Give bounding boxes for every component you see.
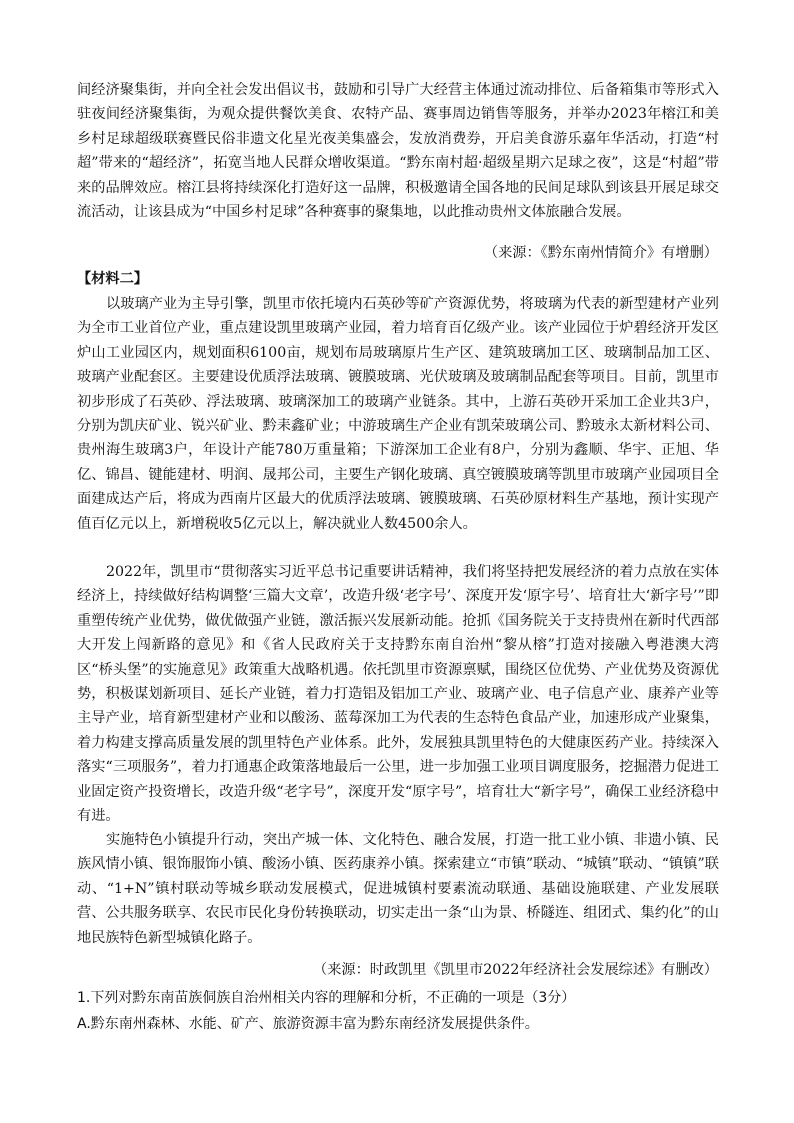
- material-two-source: （来源：时政凯里《凯里市2022年经济社会发展综述》有删改）: [313, 962, 718, 978]
- material-two-heading: 【材料二】: [77, 271, 148, 287]
- material-one-paragraph: 间经济聚集街，并向全社会发出倡议书，鼓励和引导广大经营主体通过流动排位、后备箱集市等形式入驻夜间经济聚集街，为观众提供餐饮美食、农特产品、赛事周边销售等服务，并举办2023年榕江和美乡村足球超级联赛暨民俗非遗文化星光夜美集盛会，发放消费券，开启美食游乐嘉年华活动，打造“村超”带来的“超经济”，拓宽当地人民群众增收渠道。“黔东南村超·超级星期六足球之夜”，这是“村超”带来的品牌效应。榕江县将持续深化打造好这一品牌，积极邀请全国各地的民间足球队到该县开展足球交流活动，让该县成为“中国乡村足球”各种赛事的聚集地，以此推动贵州文体旅融合发展。: [77, 82, 719, 221]
- material-two-paragraph-2: 2022年，凯里市“贯彻落实习近平总书记重要讲话精神，我们将坚持把发展经济的着力点放在实体经济上，持续做好结构调整‘三篇大文章’，改造升级‘老字号’、深度开发‘原字号’、培育壮大‘新字号’”即重塑传统产业优势，做优做强产业链，激活振兴发展新动能。抢抓《国务院关于支持贵州在新时代西部大开发上闯新路的意见》和《省人民政府关于支持黔东南自治州“黎从榕”打造对接融入粤港澳大湾区“桥头堡”的实施意见》政策重大战略机遇。依托凯里市资源禀赋，围绕区位优势、产业优势及资源优势，积极谋划新项目、延长产业链，着力打造铝及铝加工产业、玻璃产业、电子信息产业、康养产业等主导产业，培育新型建材产业和以酸汤、蓝莓深加工为代表的生态特色食品产业，加速形成产业聚集，着力构建支撑高质量发展的凯里特色产业体系。此外，发展独具凯里特色的大健康医药产业。持续深入落实“三项服务”，着力打通惠企政策落地最后一公里，进一步加强工业项目调度服务，挖掘潜力促进工业固定资产投资增长，改造升级“老字号”，深度开发“原字号”，培育壮大“新字号”，确保工业经济稳中有进。: [77, 564, 719, 825]
- question-stem: 1.下列对黔东南苗族侗族自治州相关内容的理解和分析，不正确的一项是（3分）: [77, 990, 576, 1006]
- material-two-paragraph-1: 以玻璃产业为主导引擎，凯里市依托境内石英砂等矿产资源优势，将玻璃为代表的新型建材产业列为全市工业首位产业，重点建设凯里玻璃产业园，着力培育百亿级产业。该产业园位于炉碧经济开发区炉山工业园区内，规划面积6100亩，规划布局玻璃原片生产区、建筑玻璃加工区、玻璃制品加工区、玻璃产业配套区。主要建设优质浮法玻璃、镀膜玻璃、光伏玻璃及玻璃制品配套等项目。目前，凯里市初步形成了石英砂、浮法玻璃、玻璃深加工的玻璃产业链条。其中，上游石英砂开采加工企业共3户，分别为凯庆矿业、锐兴矿业、黔耒鑫矿业；中游玻璃生产企业有凯荣玻璃公司、黔玻永太新材料公司、贵州海生玻璃3户，年设计产能780万重量箱；下游深加工企业有8户，分别为鑫顺、华宇、正旭、华亿、锦昌、键能建材、明润、晟邦公司，主要生产钢化玻璃、真空镀膜玻璃等凯里市玻璃产业园项目全面建成达产后，将成为西南片区最大的优质浮法玻璃、镀膜玻璃、石英砂原材料生产基地，预计实现产值百亿元以上，新增税收5亿元以上，解决就业人数4500余人。: [77, 296, 719, 532]
- material-two-paragraph-3: 实施特色小镇提升行动，突出产城一体、文化特色、融合发展，打造一批工业小镇、非遗小镇、民族风情小镇、银饰服饰小镇、酸汤小镇、医药康养小镇。探索建立“市镇”联动、“城镇”联动、“镇镇”联动、“1+N”镇村联动等城乡联动发展模式，促进城镇村要素流动联通、基础设施联建、产业发展联营、公共服务联享、农民市民化身份转换联动，切实走出一条“山为景、桥隧连、组团式、集约化”的山地民族特色新型城镇化路子。: [77, 832, 719, 946]
- material-one-source: （来源：《黔东南州情简介》有增删）: [483, 245, 718, 261]
- question-option-a: A.黔东南州森林、水能、矿产、旅游资源丰富为黔东南经济发展提供条件。: [77, 1016, 539, 1032]
